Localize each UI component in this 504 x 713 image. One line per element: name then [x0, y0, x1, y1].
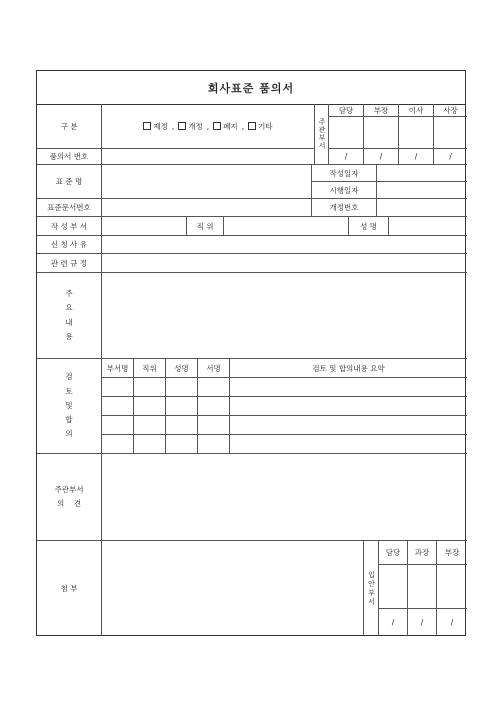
- review-cell[interactable]: [134, 435, 166, 454]
- approval-role: 부장: [364, 104, 399, 117]
- reason-label: 신 청 사 유: [37, 236, 102, 254]
- checkbox-other[interactable]: 기타: [248, 121, 273, 132]
- writer-dept-field[interactable]: [102, 217, 187, 236]
- review-header-dept: 부서명: [102, 359, 134, 378]
- drafting-signature-box[interactable]: [379, 565, 408, 609]
- position-field[interactable]: [224, 217, 349, 236]
- approval-form: [36, 70, 466, 636]
- created-date-field[interactable]: [377, 165, 467, 182]
- effective-date-label: 시행일자: [312, 182, 377, 199]
- review-cell[interactable]: [198, 397, 230, 416]
- review-header-sign: 서명: [198, 359, 230, 378]
- review-header-name: 성명: [166, 359, 198, 378]
- review-cell[interactable]: [166, 378, 198, 397]
- main-content-field[interactable]: [102, 273, 467, 359]
- gubun-options: 제정 , 개정 , 폐지 , 기타: [102, 104, 315, 149]
- date-slash: /: [329, 149, 364, 165]
- name-field[interactable]: [389, 217, 467, 236]
- review-cell[interactable]: [102, 397, 134, 416]
- review-header-position: 직위: [134, 359, 166, 378]
- drafting-date-slash: /: [379, 609, 408, 636]
- checkbox-icon: [248, 122, 256, 130]
- signature-box[interactable]: [364, 117, 399, 149]
- revision-number-field[interactable]: [377, 199, 467, 217]
- attachment-field[interactable]: [102, 541, 364, 636]
- date-slash: /: [434, 149, 467, 165]
- approval-dept-label: 주관부서: [315, 104, 329, 165]
- checkbox-revise[interactable]: 개정: [178, 121, 203, 132]
- checkbox-enact[interactable]: 제정: [143, 121, 168, 132]
- review-cell[interactable]: [198, 378, 230, 397]
- dept-opinion-field[interactable]: [102, 454, 467, 541]
- dept-opinion-label: 주관부서 의 견: [37, 454, 102, 541]
- drafting-signature-box[interactable]: [408, 565, 437, 609]
- review-cell[interactable]: [230, 378, 467, 397]
- checkbox-icon: [213, 122, 221, 130]
- std-name-field[interactable]: [102, 165, 312, 199]
- review-cell[interactable]: [230, 397, 467, 416]
- review-cell[interactable]: [134, 378, 166, 397]
- drafting-date-slash: /: [408, 609, 437, 636]
- std-name-label: 표 준 명: [37, 165, 102, 199]
- created-date-label: 작성일자: [312, 165, 377, 182]
- related-rules-label: 관 련 규 정: [37, 254, 102, 273]
- checkbox-icon: [143, 122, 151, 130]
- review-cell[interactable]: [166, 416, 198, 435]
- doc-number-label: 품의서 번호: [37, 149, 102, 165]
- doc-number-field[interactable]: [102, 149, 315, 165]
- review-cell[interactable]: [198, 416, 230, 435]
- std-doc-number-label: 표준문서번호: [37, 199, 102, 217]
- review-cell[interactable]: [102, 416, 134, 435]
- writer-dept-label: 작 성 부 서: [37, 217, 102, 236]
- review-cell[interactable]: [102, 378, 134, 397]
- main-content-label: 주 요 내 용: [37, 273, 102, 359]
- drafting-dept-label: 입안부서: [364, 541, 379, 636]
- drafting-date-slash: /: [450, 618, 454, 627]
- attachment-label: 첨 부: [37, 541, 102, 636]
- date-slash: /: [364, 149, 399, 165]
- review-cell[interactable]: [102, 435, 134, 454]
- revision-number-label: 개정번호: [312, 199, 377, 217]
- approval-role: 사장: [434, 104, 467, 117]
- drafting-signature-box[interactable]: [437, 565, 467, 609]
- form-title: 회사표준 품의서: [37, 71, 465, 105]
- drafting-role: 과장: [408, 541, 437, 565]
- related-rules-field[interactable]: [102, 254, 467, 273]
- drafting-role: 부장: [437, 541, 467, 565]
- signature-box[interactable]: [434, 117, 467, 149]
- effective-date-field[interactable]: [377, 182, 467, 199]
- position-label: 직 위: [187, 217, 224, 236]
- review-cell[interactable]: [230, 435, 467, 454]
- std-doc-number-field[interactable]: [102, 199, 312, 217]
- name-label: 성 명: [349, 217, 389, 236]
- review-label: 검 토 및 합 의: [37, 359, 102, 454]
- review-cell[interactable]: [198, 435, 230, 454]
- review-cell[interactable]: [230, 416, 467, 435]
- reason-field[interactable]: [102, 236, 467, 254]
- gubun-label: 구 분: [37, 104, 102, 149]
- signature-box[interactable]: [329, 117, 364, 149]
- drafting-role: 담당: [379, 541, 408, 565]
- review-cell[interactable]: [166, 397, 198, 416]
- review-header-summary: 검토 및 합의내용 요약: [230, 359, 467, 378]
- approval-role: 담당: [329, 104, 364, 117]
- checkbox-icon: [178, 122, 186, 130]
- review-cell[interactable]: [134, 397, 166, 416]
- review-cell[interactable]: [166, 435, 198, 454]
- date-slash: /: [399, 149, 434, 165]
- review-cell[interactable]: [134, 416, 166, 435]
- signature-box[interactable]: [399, 117, 434, 149]
- approval-role: 이사: [399, 104, 434, 117]
- checkbox-abolish[interactable]: 폐지: [213, 121, 238, 132]
